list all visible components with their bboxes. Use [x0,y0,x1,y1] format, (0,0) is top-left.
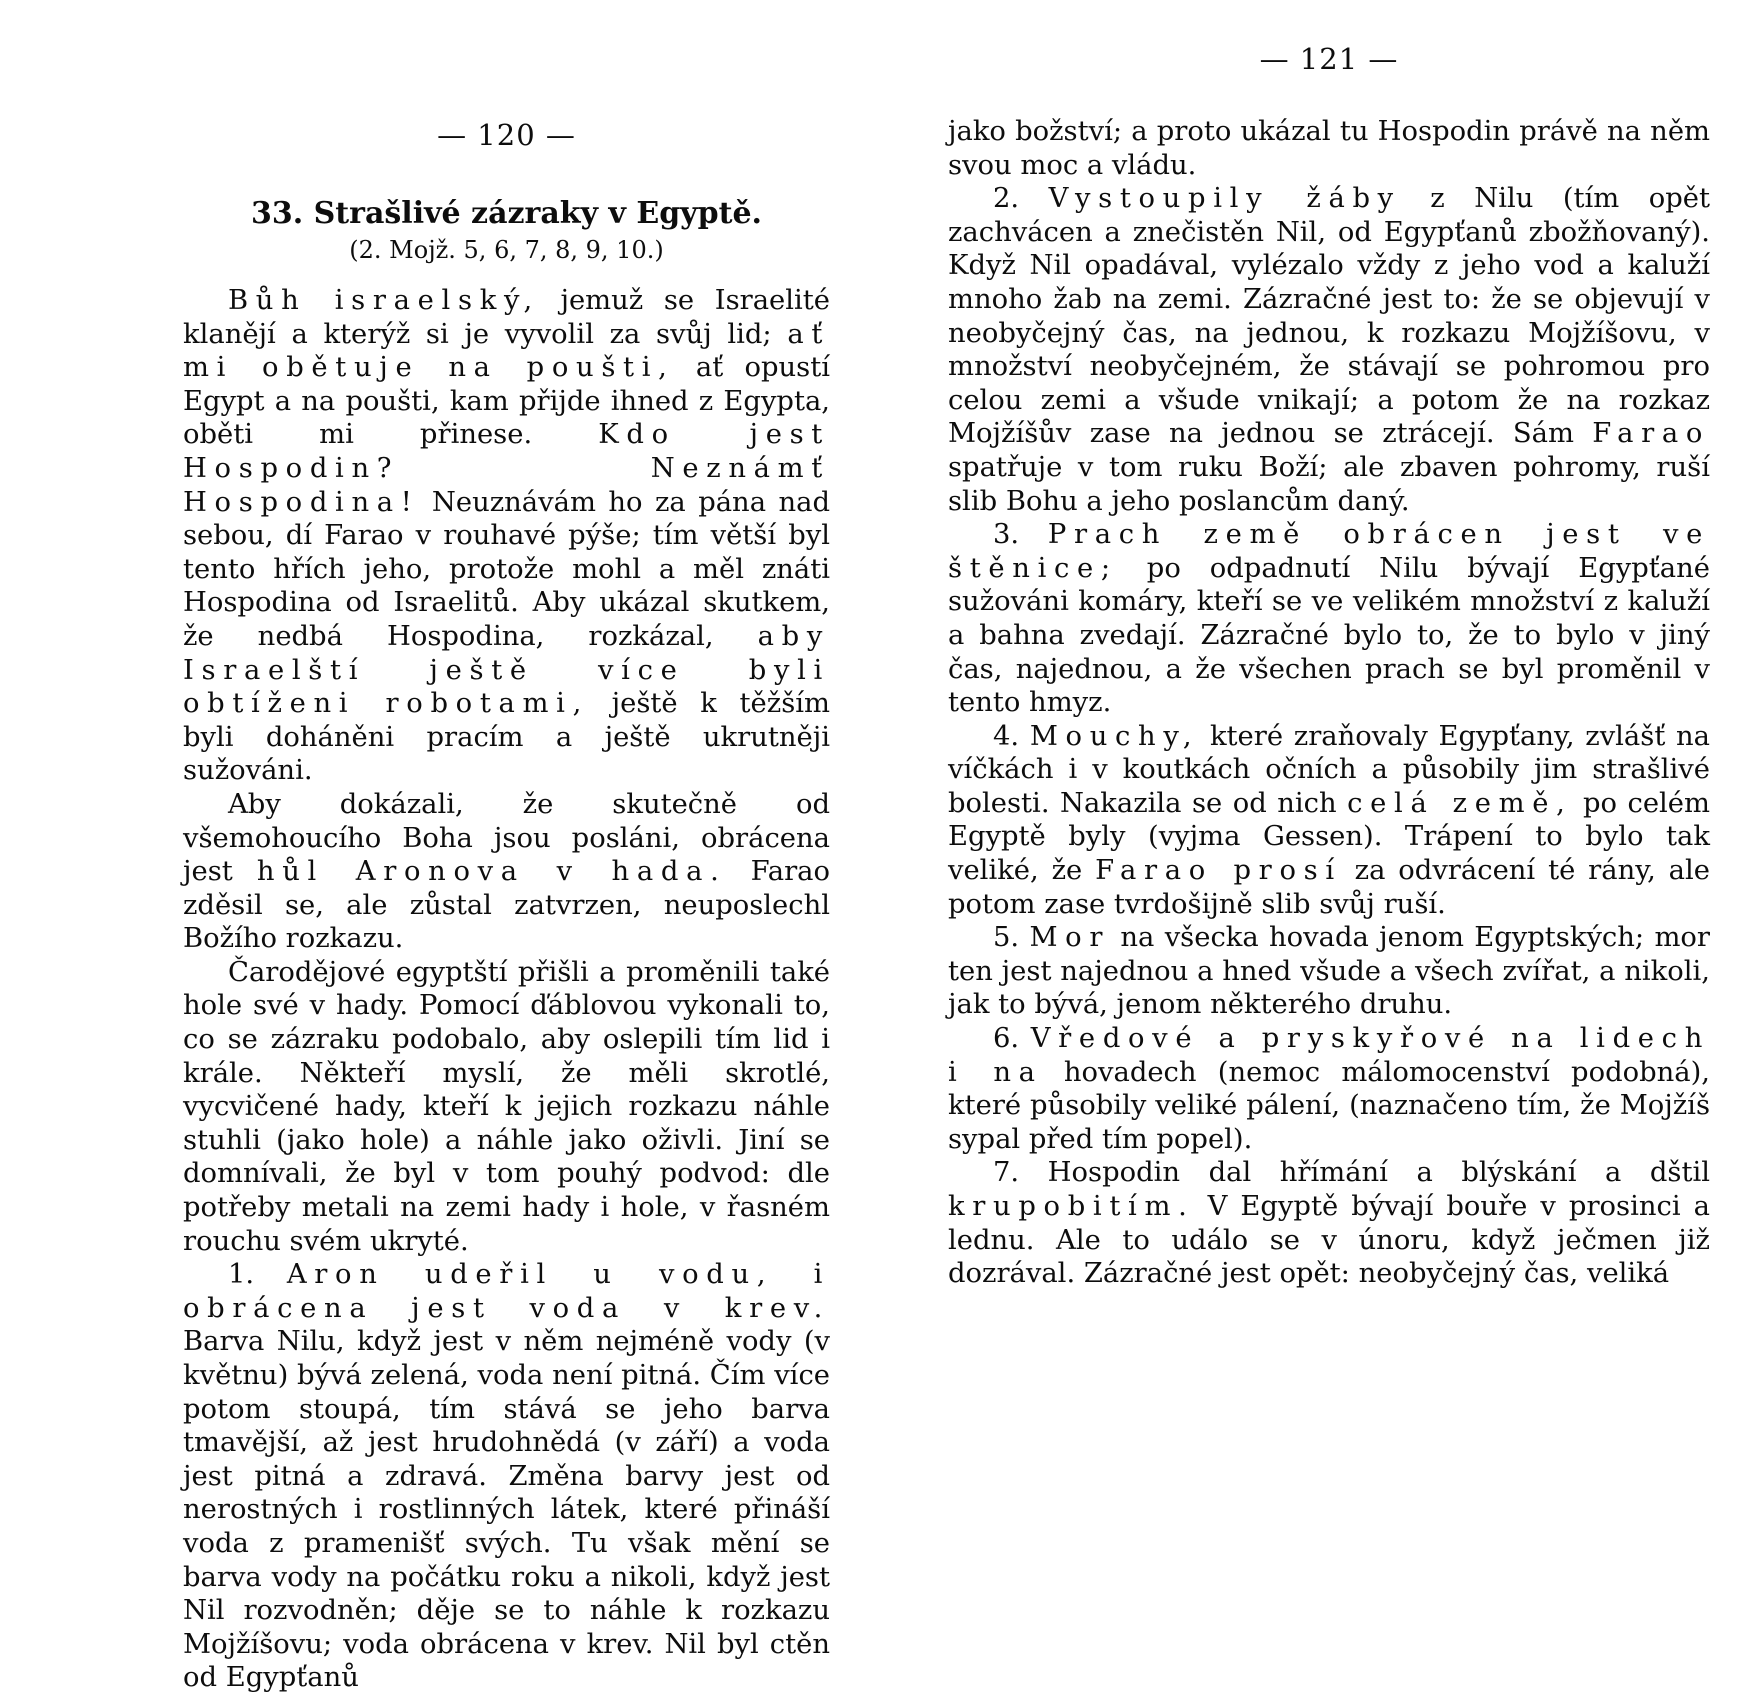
paragraph [948,518,1710,720]
text-segment: 1. [228,1259,287,1291]
text-segment: 6. [993,1023,1031,1055]
emphasized-text: Prach země obrácen jest ve štěnice; [948,519,1711,584]
right-page-content [948,115,1710,1291]
emphasized-text: aby Israelští ještě více byli obtíženi robotami, [183,620,830,720]
paragraph [948,921,1710,1022]
text-segment: z Nilu (tím opět zachvácen a znečistěn Nil, od Egypťanů zbožňovaný). Když Nil opadával, vylézalo vždy z jeho vod a kaluží mnoho žab na zemi. Zázračné jest to: že se objevují v neobyčejný čas, na jednou, k rozkazu Mojžíšovu, v množství neobyčejném, že stávají se pohromou pro celou zemi a všude vnikají; a potom že na rozkaz Mojžíšův zase na jednou se ztrácejí. Sám [948,183,1710,450]
text-segment: ještě k těžším byli doháněni pracím a ještě ukrutněji sužováni. [183,688,830,787]
text-segment: 2. [993,183,1049,215]
emphasized-text: hůl Aronova v hada. [256,856,727,888]
emphasized-text: Vystoupily žáby [1048,183,1401,215]
paragraph [948,182,1710,518]
text-segment: Aby dokázali, že skutečně od všemohoucího Boha jsou posláni, obrácena jest [183,788,830,888]
text-segment: V Egyptě bývají bouře v prosinci a lednu. Ale to událo se v únoru, když ječmen již dozrával. Zázračné jest opět: neobyčejný čas, veliká [948,1191,1710,1290]
paragraph [948,1022,1710,1156]
emphasized-text: Mouchy, [1029,720,1200,752]
right-paragraphs [948,115,1710,1291]
text-segment: Farao zděsil se, ale zůstal zatvrzen, neuposlechl Božího rozkazu. [183,856,830,955]
paragraph [948,1156,1710,1290]
emphasized-text: ať mi obětuje na poušti, [183,318,830,384]
text-segment: Neuznávám ho za pána nad sebou, dí Farao v rouhavé pýše; tím větší byl tento hřích jeho, protože mohl a měl znáti Hospodina od Israelitů. Aby ukázal skutkem, že nedbá Hospodina, rozkázal, [183,486,830,652]
emphasized-text: Bůh israelský, [228,285,540,316]
emphasized-text: Farao prosí [1095,855,1342,887]
text-segment: Barva Nilu, když jest v něm nejméně vody (v květnu) bývá zelená, voda není pitná. Čím více potom stoupá, tím stává se jeho barva tmavější, až jest hrudohnědá (v září) a voda jest pitná a zdravá. Změna barvy jest od nerostných i rostlinných látek, které přináší voda z pramenišť svých. Tu však mění se barva vody na počátku roku a nikoli, když jest Nil rozvodněn; děje se to náhle k rozkazu Mojžíšovu; voda obrácena v krev. Nil byl ctěn od Egypťanů [183,1326,830,1694]
text-segment: za odvrácení té rány, ale potom zase tvrdošijně slib svůj ruší. [948,855,1710,920]
emphasized-text: krupobitím. [948,1191,1195,1222]
text-segment: po odpadnutí Nilu bývají Egypťané sužováni komáry, kteří se ve velikém množství z kaluží a bahna zvedají. Zázračné bylo to, že to bylo v jiný čas, najednou, a že všechen prach se byl proměnil v tento hmyz. [948,552,1710,719]
paragraph [183,788,830,956]
emphasized-text: Aron udeřil u vodu, i obrácena jest voda v krev. [183,1259,830,1324]
text-segment: na všecka hovada jenom Egyptských; mor ten jest najednou a hned všude a všech zvířat, a nikoli, jak to bývá, jenom některého druhu. [948,922,1711,1021]
chapter-title: 33. Strašlivé zázraky v Egyptě. [251,196,762,231]
paragraph [183,284,830,788]
text-segment: 3. [993,519,1048,551]
paragraph [183,956,830,1258]
text-segment: hovadech (nemoc málomocenství podobná), které působily veliké pálení, (naznačeno tím, že Mojžíš sypal před tím popel). [948,1056,1710,1155]
text-segment: 7. Hospodin dal hřímání a blýskání a dštil [993,1157,1710,1189]
emphasized-text: Kdo jest Hospodin? Neznámť Hospodina! [183,419,830,518]
text-segment: jemuž se Israelité klanějí a kterýž si je vyvolil za svůj lid; [183,285,830,350]
chapter-reference: (2. Mojž. 5, 6, 7, 8, 9, 10.) [349,236,664,264]
text-segment: Čarodějové egyptští přišli a proměnili také hole své v hady. Pomocí ďáblovou vykonali to, co se zázraku podobalo, aby oslepili tím lid i krále. Někteří myslí, že měli skrotlé, vycvičené hady, kteří k jejich rozkazu náhle stuhli (jako hole) a náhle jako oživli. Jiní se domnívali, že byl v tom pouhý podvod: dle potřeby metali na zemi hady i hole, v řasném rouchu svém ukryté. [183,956,830,1257]
emphasized-text: celá země, [1347,787,1573,819]
paragraph [948,115,1710,182]
paragraph [183,1258,830,1695]
page-number: — 120 — [437,118,576,152]
text-segment: 4. [993,720,1030,752]
left-page-content [183,196,830,1695]
text-segment: ať opustí Egypt a na poušti, kam přijde ihned z Egypta, oběti mi přinese. [183,352,830,451]
left-paragraphs [183,284,830,1695]
text-segment: po celém Egyptě byly (vyjma Gessen). Trápení to bylo tak veliké, že [948,787,1710,887]
text-segment: 5. [993,922,1030,954]
text-segment: které zraňovaly Egypťany, zvlášť na víčkách i v koutkách očních a působily jim strašlivé bolesti. Nakazila se od nich [948,720,1710,819]
page-number: — 121 — [1259,42,1399,76]
paragraph [948,720,1710,922]
emphasized-text: Vředové a pryskyřové na lidech i na [948,1023,1711,1088]
emphasized-text: Mor [1029,922,1111,954]
text-segment: spatřuje v tom ruku Boží; ale zbaven pohromy, ruší slib Bohu a jeho poslancům daný. [948,451,1710,517]
text-segment: jako božství; a proto ukázal tu Hospodin právě na něm svou moc a vládu. [948,116,1710,181]
emphasized-text: Farao [1592,418,1710,450]
